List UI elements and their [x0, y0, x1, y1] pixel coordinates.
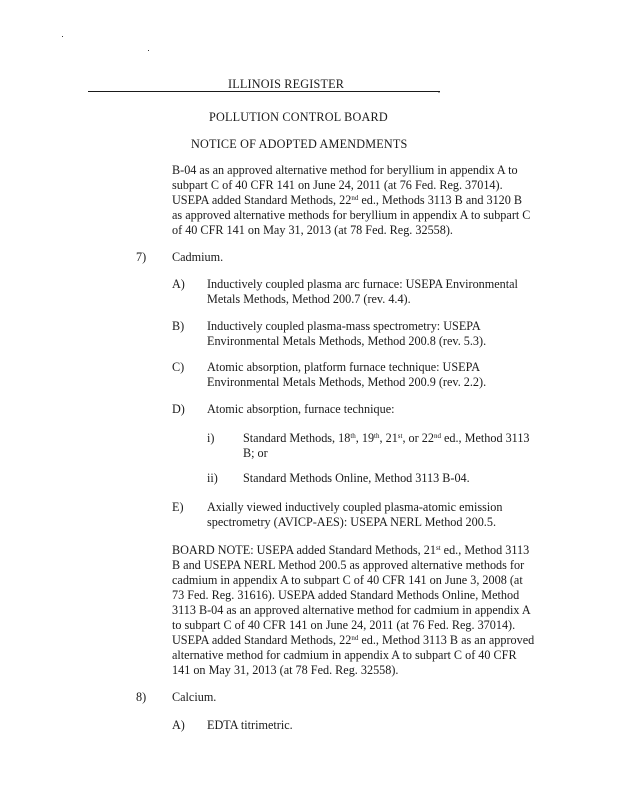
item-7b-line: Inductively coupled plasma-mass spectrometry: USEPA [207, 319, 481, 333]
board-note-line: to subpart C of 40 CFR 141 on June 24, 2011 (at 76 Fed. Reg. 37014). [172, 618, 516, 632]
item-7e-line: Axially viewed inductively coupled plasma-atomic emission [207, 500, 503, 514]
text-run: , 19 [355, 431, 375, 445]
board-note-line: 73 Fed. Reg. 31616). USEPA added Standard Methods Online, Method [172, 588, 520, 602]
register-title: ILLINOIS REGISTER [228, 77, 345, 91]
item-7d-i-line [243, 431, 530, 446]
text-run: USEPA added Standard Methods, 22 [172, 193, 352, 207]
text-run: ed., Method 3113 [440, 431, 530, 445]
item-7d-letter: D) [172, 402, 185, 416]
item-7d-ii-line: Standard Methods Online, Method 3113 B-04. [243, 471, 470, 485]
item-7d-i-line: B; or [243, 446, 268, 460]
item-8-number: 8) [136, 690, 147, 704]
superscript: st [397, 432, 403, 440]
item-7a-line: Metals Methods, Method 200.7 (rev. 4.4). [207, 292, 411, 306]
scan-speck [148, 50, 149, 51]
item-7a-line: Inductively coupled plasma arc furnace: USEPA Environmental [207, 277, 518, 291]
item-7b-letter: B) [172, 319, 185, 333]
board-note-line [172, 543, 529, 558]
item-8a-line: EDTA titrimetric. [207, 718, 293, 732]
board-note-line: 141 on May 31, 2013 (at 78 Fed. Reg. 32558). [172, 663, 399, 677]
text-run: Standard Methods, 18 [243, 431, 351, 445]
item-7a-letter: A) [172, 277, 185, 291]
item-7d-line: Atomic absorption, furnace technique: [207, 402, 395, 416]
text-run: ed., Method 3113 [440, 543, 530, 557]
item-7e-line: spectrometry (AVICP-AES): USEPA NERL Method 200.5. [207, 515, 496, 529]
intro-line: as approved alternative methods for beryllium in appendix A to subpart C [172, 208, 531, 222]
text-run: ed., Methods 3113 B and 3120 B [358, 193, 523, 207]
item-7e-letter: E) [172, 500, 184, 514]
superscript: th [374, 432, 380, 440]
header-underline [88, 91, 440, 92]
board-title: POLLUTION CONTROL BOARD [209, 110, 388, 124]
item-8a-letter: A) [172, 718, 185, 732]
item-7c-line: Atomic absorption, platform furnace technique: USEPA [207, 360, 481, 374]
superscript: nd [351, 634, 359, 642]
scan-speck [62, 36, 63, 37]
text-run: ed., Method 3113 B as an approved [358, 633, 535, 647]
text-run: BOARD NOTE: USEPA added Standard Methods, 21 [172, 543, 436, 557]
intro-line: subpart C of 40 CFR 141 on June 24, 2011 (at 76 Fed. Reg. 37014). [172, 178, 503, 192]
intro-line: of 40 CFR 141 on May 31, 2013 (at 78 Fed. Reg. 32558). [172, 223, 453, 237]
intro-line [172, 193, 522, 208]
superscript: th [350, 432, 356, 440]
text-run: , or 22 [402, 431, 434, 445]
notice-title: NOTICE OF ADOPTED AMENDMENTS [191, 137, 408, 151]
item-7c-line: Environmental Metals Methods, Method 200.9 (rev. 2.2). [207, 375, 487, 389]
superscript: st [435, 544, 441, 552]
board-note-line: 3113 B-04 as an approved alternative method for cadmium in appendix A [172, 603, 531, 617]
item-7-number: 7) [136, 250, 147, 264]
board-note-line: B and USEPA NERL Method 200.5 as approved alternative methods for [172, 558, 525, 572]
superscript: nd [351, 194, 359, 202]
text-run: , 21 [379, 431, 398, 445]
board-note-line: cadmium in appendix A to subpart C of 40 CFR 141 on June 3, 2008 (at [172, 573, 523, 587]
board-note-line: alternative method for cadmium in appendix A to subpart C of 40 CFR [172, 648, 517, 662]
item-7d-ii-number: ii) [207, 471, 218, 485]
item-7b-line: Environmental Metals Methods, Method 200.8 (rev. 5.3). [207, 334, 487, 348]
item-8-title: Calcium. [172, 690, 217, 704]
item-7d-i-number: i) [207, 431, 215, 445]
board-note-line [172, 633, 534, 648]
text-run: USEPA added Standard Methods, 22 [172, 633, 352, 647]
superscript: nd [433, 432, 441, 440]
item-7-title: Cadmium. [172, 250, 224, 264]
intro-line: B-04 as an approved alternative method for beryllium in appendix A to [172, 163, 518, 177]
item-7c-letter: C) [172, 360, 185, 374]
